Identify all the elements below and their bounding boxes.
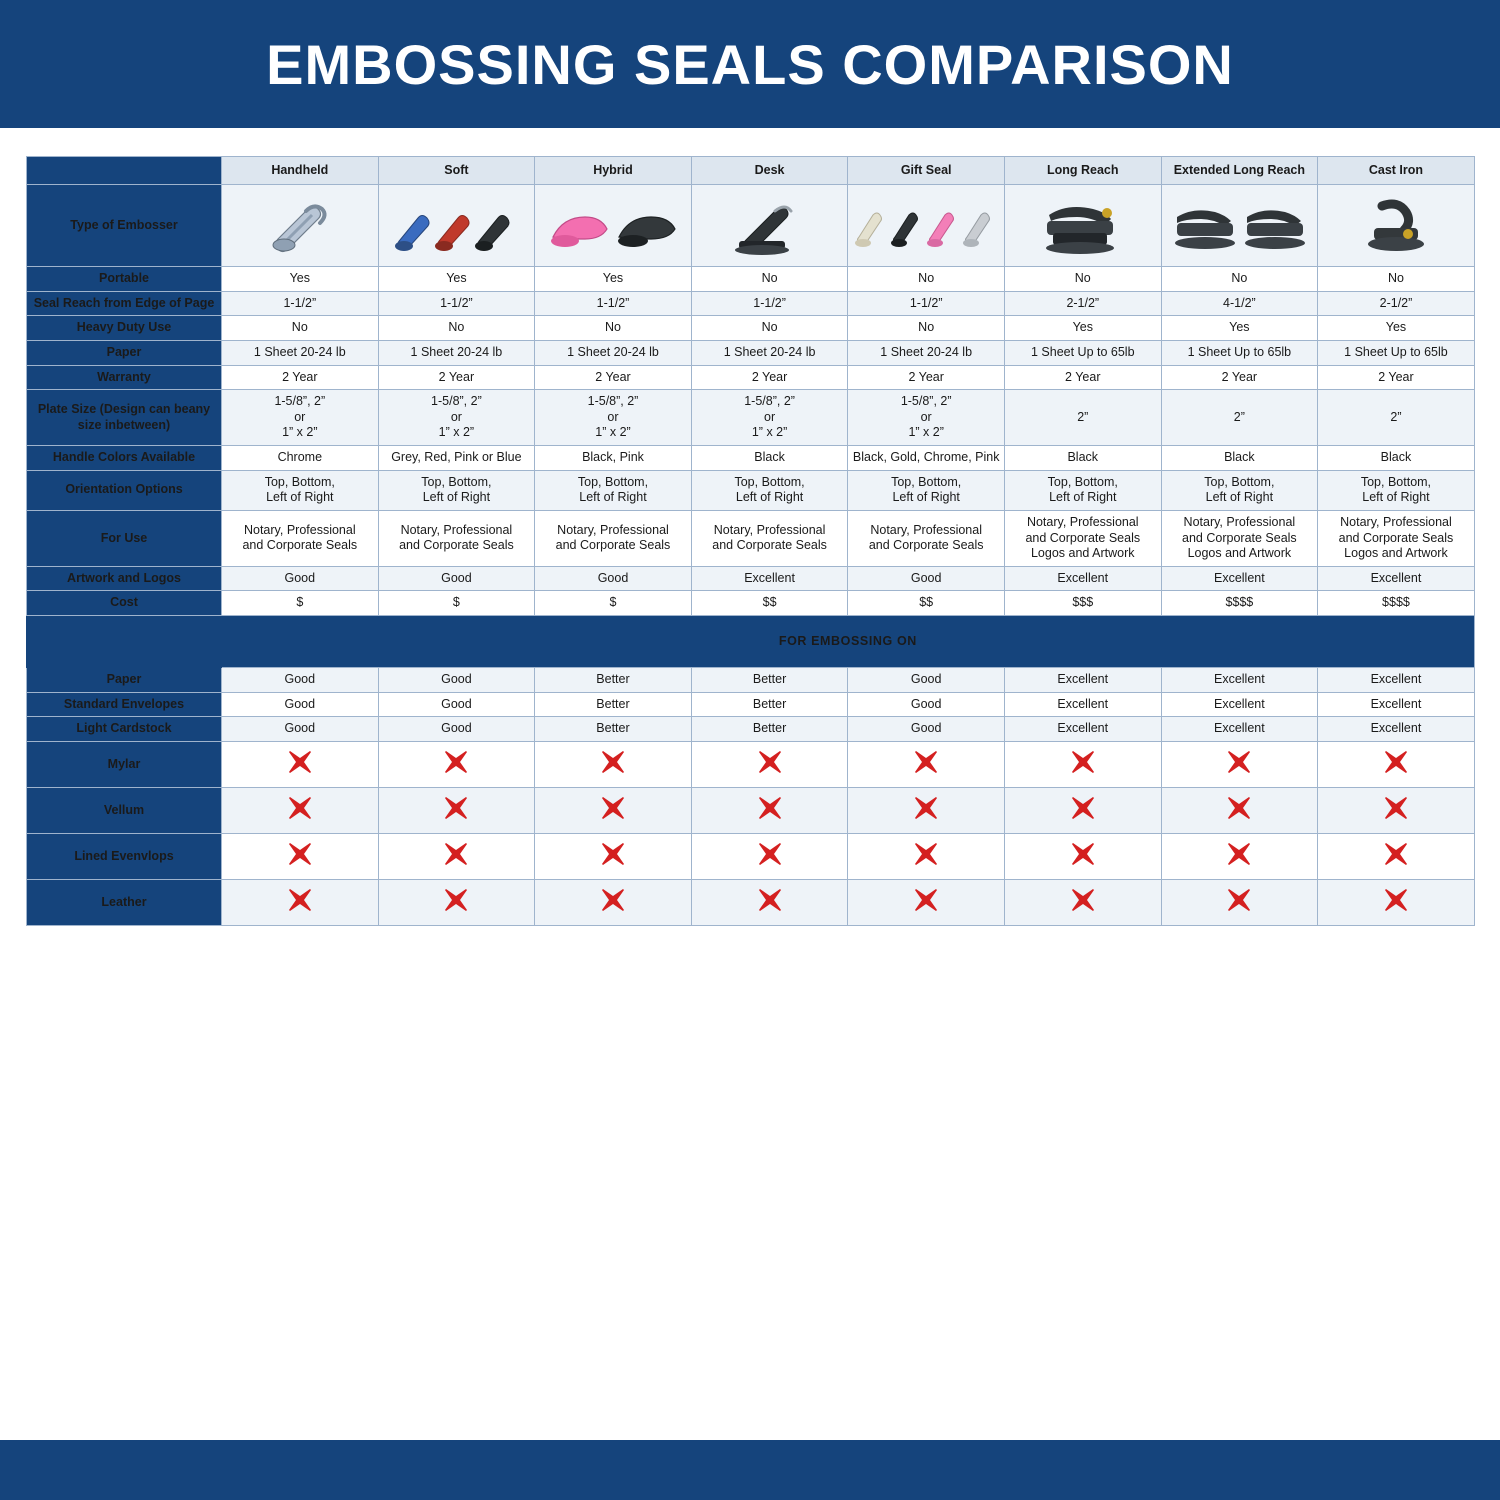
x-mark-icon	[378, 879, 535, 925]
cell-r11-c6: $$$$	[1161, 591, 1318, 616]
page-banner	[0, 0, 1500, 128]
cell-r9-c6: Notary, Professional and Corporate Seals Logos and Artwork	[1161, 510, 1318, 566]
table-row	[27, 267, 1475, 292]
table-row	[27, 787, 1475, 833]
row-label-6: Plate Size (Design can beany size inbetween)	[27, 390, 222, 446]
comparison-table-body	[27, 157, 1475, 926]
table-row	[27, 566, 1475, 591]
embossing-cell-r1-c1: Good	[378, 692, 535, 717]
cell-r6-c4: 1-5/8”, 2” or 1” x 2”	[848, 390, 1005, 446]
column-header-0: Handheld	[222, 157, 379, 185]
table-row	[27, 470, 1475, 510]
x-mark-icon	[1318, 741, 1475, 787]
cell-r6-c7: 2”	[1318, 390, 1475, 446]
x-mark-icon	[222, 741, 379, 787]
cast-iron-embosser-image	[1318, 185, 1475, 267]
table-row	[27, 291, 1475, 316]
x-mark-icon	[1004, 787, 1161, 833]
column-header-2: Hybrid	[535, 157, 692, 185]
embossing-row-label-2: Light Cardstock	[27, 717, 222, 742]
cell-r10-c0: Good	[222, 566, 379, 591]
embossing-cell-r2-c3: Better	[691, 717, 848, 742]
row-label-1: Portable	[27, 267, 222, 292]
x-mark-icon	[222, 787, 379, 833]
gift-seal-embosser-image	[848, 185, 1005, 267]
column-header-3: Desk	[691, 157, 848, 185]
cell-r10-c5: Excellent	[1004, 566, 1161, 591]
embossing-cell-r0-c0: Good	[222, 668, 379, 693]
cell-r3-c2: No	[535, 316, 692, 341]
cell-r5-c7: 2 Year	[1318, 365, 1475, 390]
cell-r2-c3: 1-1/2”	[691, 291, 848, 316]
x-mark-icon	[848, 741, 1005, 787]
cell-r10-c7: Excellent	[1318, 566, 1475, 591]
embossing-cell-r1-c3: Better	[691, 692, 848, 717]
cell-r10-c4: Good	[848, 566, 1005, 591]
cell-r4-c6: 1 Sheet Up to 65lb	[1161, 340, 1318, 365]
embossing-cell-r2-c7: Excellent	[1318, 717, 1475, 742]
cell-r5-c6: 2 Year	[1161, 365, 1318, 390]
cell-r3-c4: No	[848, 316, 1005, 341]
row-label-0: Type of Embosser	[27, 185, 222, 267]
embossing-row-label-3: Mylar	[27, 741, 222, 787]
page-title: EMBOSSING SEALS COMPARISON	[266, 32, 1234, 96]
cell-r8-c2: Top, Bottom, Left of Right	[535, 470, 692, 510]
embossing-cell-r0-c5: Excellent	[1004, 668, 1161, 693]
cell-r1-c6: No	[1161, 267, 1318, 292]
x-mark-icon	[1161, 879, 1318, 925]
cell-r5-c3: 2 Year	[691, 365, 848, 390]
cell-r1-c2: Yes	[535, 267, 692, 292]
cell-r8-c0: Top, Bottom, Left of Right	[222, 470, 379, 510]
extended-long-reach-embosser-image	[1161, 185, 1318, 267]
embossing-cell-r2-c2: Better	[535, 717, 692, 742]
embossing-cell-r0-c4: Good	[848, 668, 1005, 693]
cell-r8-c4: Top, Bottom, Left of Right	[848, 470, 1005, 510]
x-mark-icon	[535, 833, 692, 879]
x-mark-icon	[1161, 787, 1318, 833]
table-row	[27, 510, 1475, 566]
embossing-cell-r2-c1: Good	[378, 717, 535, 742]
table-corner-cell-2	[27, 616, 222, 668]
x-mark-icon	[691, 787, 848, 833]
cell-r1-c1: Yes	[378, 267, 535, 292]
table-header-row	[27, 157, 1475, 185]
x-mark-icon	[1161, 833, 1318, 879]
row-label-11: Cost	[27, 591, 222, 616]
row-label-2: Seal Reach from Edge of Page	[27, 291, 222, 316]
table-row	[27, 879, 1475, 925]
cell-r3-c6: Yes	[1161, 316, 1318, 341]
cell-r11-c0: $	[222, 591, 379, 616]
cell-r5-c0: 2 Year	[222, 365, 379, 390]
x-mark-icon	[691, 833, 848, 879]
cell-r6-c0: 1-5/8”, 2” or 1” x 2”	[222, 390, 379, 446]
cell-r2-c6: 4-1/2”	[1161, 291, 1318, 316]
x-mark-icon	[222, 833, 379, 879]
cell-r11-c7: $$$$	[1318, 591, 1475, 616]
cell-r7-c2: Black, Pink	[535, 446, 692, 471]
x-mark-icon	[1318, 833, 1475, 879]
cell-r4-c2: 1 Sheet 20-24 lb	[535, 340, 692, 365]
column-header-1: Soft	[378, 157, 535, 185]
column-header-4: Gift Seal	[848, 157, 1005, 185]
long-reach-embosser-image	[1004, 185, 1161, 267]
embossing-cell-r2-c6: Excellent	[1161, 717, 1318, 742]
cell-r11-c5: $$$	[1004, 591, 1161, 616]
table-corner-cell	[27, 157, 222, 185]
cell-r3-c7: Yes	[1318, 316, 1475, 341]
x-mark-icon	[848, 787, 1005, 833]
cell-r1-c5: No	[1004, 267, 1161, 292]
column-header-5: Long Reach	[1004, 157, 1161, 185]
cell-r6-c2: 1-5/8”, 2” or 1” x 2”	[535, 390, 692, 446]
cell-r8-c5: Top, Bottom, Left of Right	[1004, 470, 1161, 510]
x-mark-icon	[691, 879, 848, 925]
x-mark-icon	[1318, 879, 1475, 925]
cell-r7-c7: Black	[1318, 446, 1475, 471]
cell-r1-c0: Yes	[222, 267, 379, 292]
cell-r9-c5: Notary, Professional and Corporate Seals Logos and Artwork	[1004, 510, 1161, 566]
table-row	[27, 340, 1475, 365]
cell-r2-c4: 1-1/2”	[848, 291, 1005, 316]
table-row	[27, 692, 1475, 717]
row-label-4: Paper	[27, 340, 222, 365]
cell-r9-c7: Notary, Professional and Corporate Seals Logos and Artwork	[1318, 510, 1475, 566]
cell-r10-c3: Excellent	[691, 566, 848, 591]
soft-embosser-image	[378, 185, 535, 267]
comparison-sheet	[0, 128, 1500, 1438]
table-row	[27, 668, 1475, 693]
table-row	[27, 741, 1475, 787]
cell-r7-c5: Black	[1004, 446, 1161, 471]
cell-r8-c3: Top, Bottom, Left of Right	[691, 470, 848, 510]
cell-r5-c5: 2 Year	[1004, 365, 1161, 390]
column-header-6: Extended Long Reach	[1161, 157, 1318, 185]
x-mark-icon	[378, 833, 535, 879]
cell-r4-c3: 1 Sheet 20-24 lb	[691, 340, 848, 365]
row-label-8: Orientation Options	[27, 470, 222, 510]
cell-r4-c1: 1 Sheet 20-24 lb	[378, 340, 535, 365]
cell-r10-c1: Good	[378, 566, 535, 591]
cell-r6-c3: 1-5/8”, 2” or 1” x 2”	[691, 390, 848, 446]
cell-r1-c3: No	[691, 267, 848, 292]
cell-r3-c3: No	[691, 316, 848, 341]
x-mark-icon	[222, 879, 379, 925]
row-label-9: For Use	[27, 510, 222, 566]
embossing-row-label-0: Paper	[27, 668, 222, 693]
cell-r7-c0: Chrome	[222, 446, 379, 471]
cell-r1-c7: No	[1318, 267, 1475, 292]
row-label-3: Heavy Duty Use	[27, 316, 222, 341]
cell-r3-c1: No	[378, 316, 535, 341]
comparison-table	[26, 156, 1475, 926]
cell-r6-c5: 2”	[1004, 390, 1161, 446]
cell-r9-c4: Notary, Professional and Corporate Seals	[848, 510, 1005, 566]
embossing-cell-r1-c0: Good	[222, 692, 379, 717]
cell-r5-c4: 2 Year	[848, 365, 1005, 390]
cell-r2-c7: 2-1/2”	[1318, 291, 1475, 316]
footer-bar	[0, 1438, 1500, 1472]
embossing-cell-r2-c5: Excellent	[1004, 717, 1161, 742]
cell-r4-c7: 1 Sheet Up to 65lb	[1318, 340, 1475, 365]
x-mark-icon	[1161, 741, 1318, 787]
section-banner-label: FOR EMBOSSING ON	[222, 616, 1475, 668]
row-label-10: Artwork and Logos	[27, 566, 222, 591]
cell-r5-c1: 2 Year	[378, 365, 535, 390]
cell-r11-c2: $	[535, 591, 692, 616]
embossing-cell-r0-c6: Excellent	[1161, 668, 1318, 693]
x-mark-icon	[378, 787, 535, 833]
cell-r6-c1: 1-5/8”, 2” or 1” x 2”	[378, 390, 535, 446]
cell-r2-c0: 1-1/2”	[222, 291, 379, 316]
x-mark-icon	[535, 879, 692, 925]
cell-r6-c6: 2”	[1161, 390, 1318, 446]
cell-r10-c2: Good	[535, 566, 692, 591]
x-mark-icon	[848, 879, 1005, 925]
cell-r9-c1: Notary, Professional and Corporate Seals	[378, 510, 535, 566]
cell-r11-c4: $$	[848, 591, 1005, 616]
table-row	[27, 446, 1475, 471]
cell-r1-c4: No	[848, 267, 1005, 292]
cell-r2-c2: 1-1/2”	[535, 291, 692, 316]
x-mark-icon	[691, 741, 848, 787]
desk-embosser-image	[691, 185, 848, 267]
cell-r8-c6: Top, Bottom, Left of Right	[1161, 470, 1318, 510]
table-row	[27, 717, 1475, 742]
embossing-cell-r1-c2: Better	[535, 692, 692, 717]
embossing-row-label-5: Lined Evenvlops	[27, 833, 222, 879]
section-banner-row	[27, 616, 1475, 668]
cell-r2-c5: 2-1/2”	[1004, 291, 1161, 316]
cell-r8-c7: Top, Bottom, Left of Right	[1318, 470, 1475, 510]
embossing-row-label-6: Leather	[27, 879, 222, 925]
handheld-embosser-image	[222, 185, 379, 267]
hybrid-embosser-image	[535, 185, 692, 267]
x-mark-icon	[1004, 741, 1161, 787]
embossing-cell-r1-c4: Good	[848, 692, 1005, 717]
x-mark-icon	[1004, 879, 1161, 925]
cell-r2-c1: 1-1/2”	[378, 291, 535, 316]
x-mark-icon	[848, 833, 1005, 879]
embossing-cell-r1-c6: Excellent	[1161, 692, 1318, 717]
embossing-row-label-4: Vellum	[27, 787, 222, 833]
embossing-cell-r2-c4: Good	[848, 717, 1005, 742]
embossing-cell-r2-c0: Good	[222, 717, 379, 742]
cell-r5-c2: 2 Year	[535, 365, 692, 390]
x-mark-icon	[535, 741, 692, 787]
embossing-cell-r0-c7: Excellent	[1318, 668, 1475, 693]
embossing-cell-r0-c1: Good	[378, 668, 535, 693]
x-mark-icon	[1318, 787, 1475, 833]
x-mark-icon	[1004, 833, 1161, 879]
cell-r4-c5: 1 Sheet Up to 65lb	[1004, 340, 1161, 365]
cell-r9-c3: Notary, Professional and Corporate Seals	[691, 510, 848, 566]
cell-r9-c2: Notary, Professional and Corporate Seals	[535, 510, 692, 566]
embossing-row-label-1: Standard Envelopes	[27, 692, 222, 717]
embossing-cell-r0-c3: Better	[691, 668, 848, 693]
table-row	[27, 591, 1475, 616]
cell-r8-c1: Top, Bottom, Left of Right	[378, 470, 535, 510]
cell-r4-c0: 1 Sheet 20-24 lb	[222, 340, 379, 365]
embossing-cell-r0-c2: Better	[535, 668, 692, 693]
cell-r11-c1: $	[378, 591, 535, 616]
cell-r7-c4: Black, Gold, Chrome, Pink	[848, 446, 1005, 471]
column-header-7: Cast Iron	[1318, 157, 1475, 185]
cell-r3-c5: Yes	[1004, 316, 1161, 341]
table-row	[27, 316, 1475, 341]
embossing-cell-r1-c5: Excellent	[1004, 692, 1161, 717]
table-row	[27, 390, 1475, 446]
cell-r3-c0: No	[222, 316, 379, 341]
embossing-cell-r1-c7: Excellent	[1318, 692, 1475, 717]
cell-r7-c6: Black	[1161, 446, 1318, 471]
cell-r7-c3: Black	[691, 446, 848, 471]
cell-r11-c3: $$	[691, 591, 848, 616]
cell-r9-c0: Notary, Professional and Corporate Seals	[222, 510, 379, 566]
x-mark-icon	[378, 741, 535, 787]
x-mark-icon	[535, 787, 692, 833]
table-row	[27, 365, 1475, 390]
cell-r10-c6: Excellent	[1161, 566, 1318, 591]
cell-r7-c1: Grey, Red, Pink or Blue	[378, 446, 535, 471]
cell-r4-c4: 1 Sheet 20-24 lb	[848, 340, 1005, 365]
row-label-7: Handle Colors Available	[27, 446, 222, 471]
table-row	[27, 833, 1475, 879]
table-row	[27, 185, 1475, 267]
row-label-5: Warranty	[27, 365, 222, 390]
